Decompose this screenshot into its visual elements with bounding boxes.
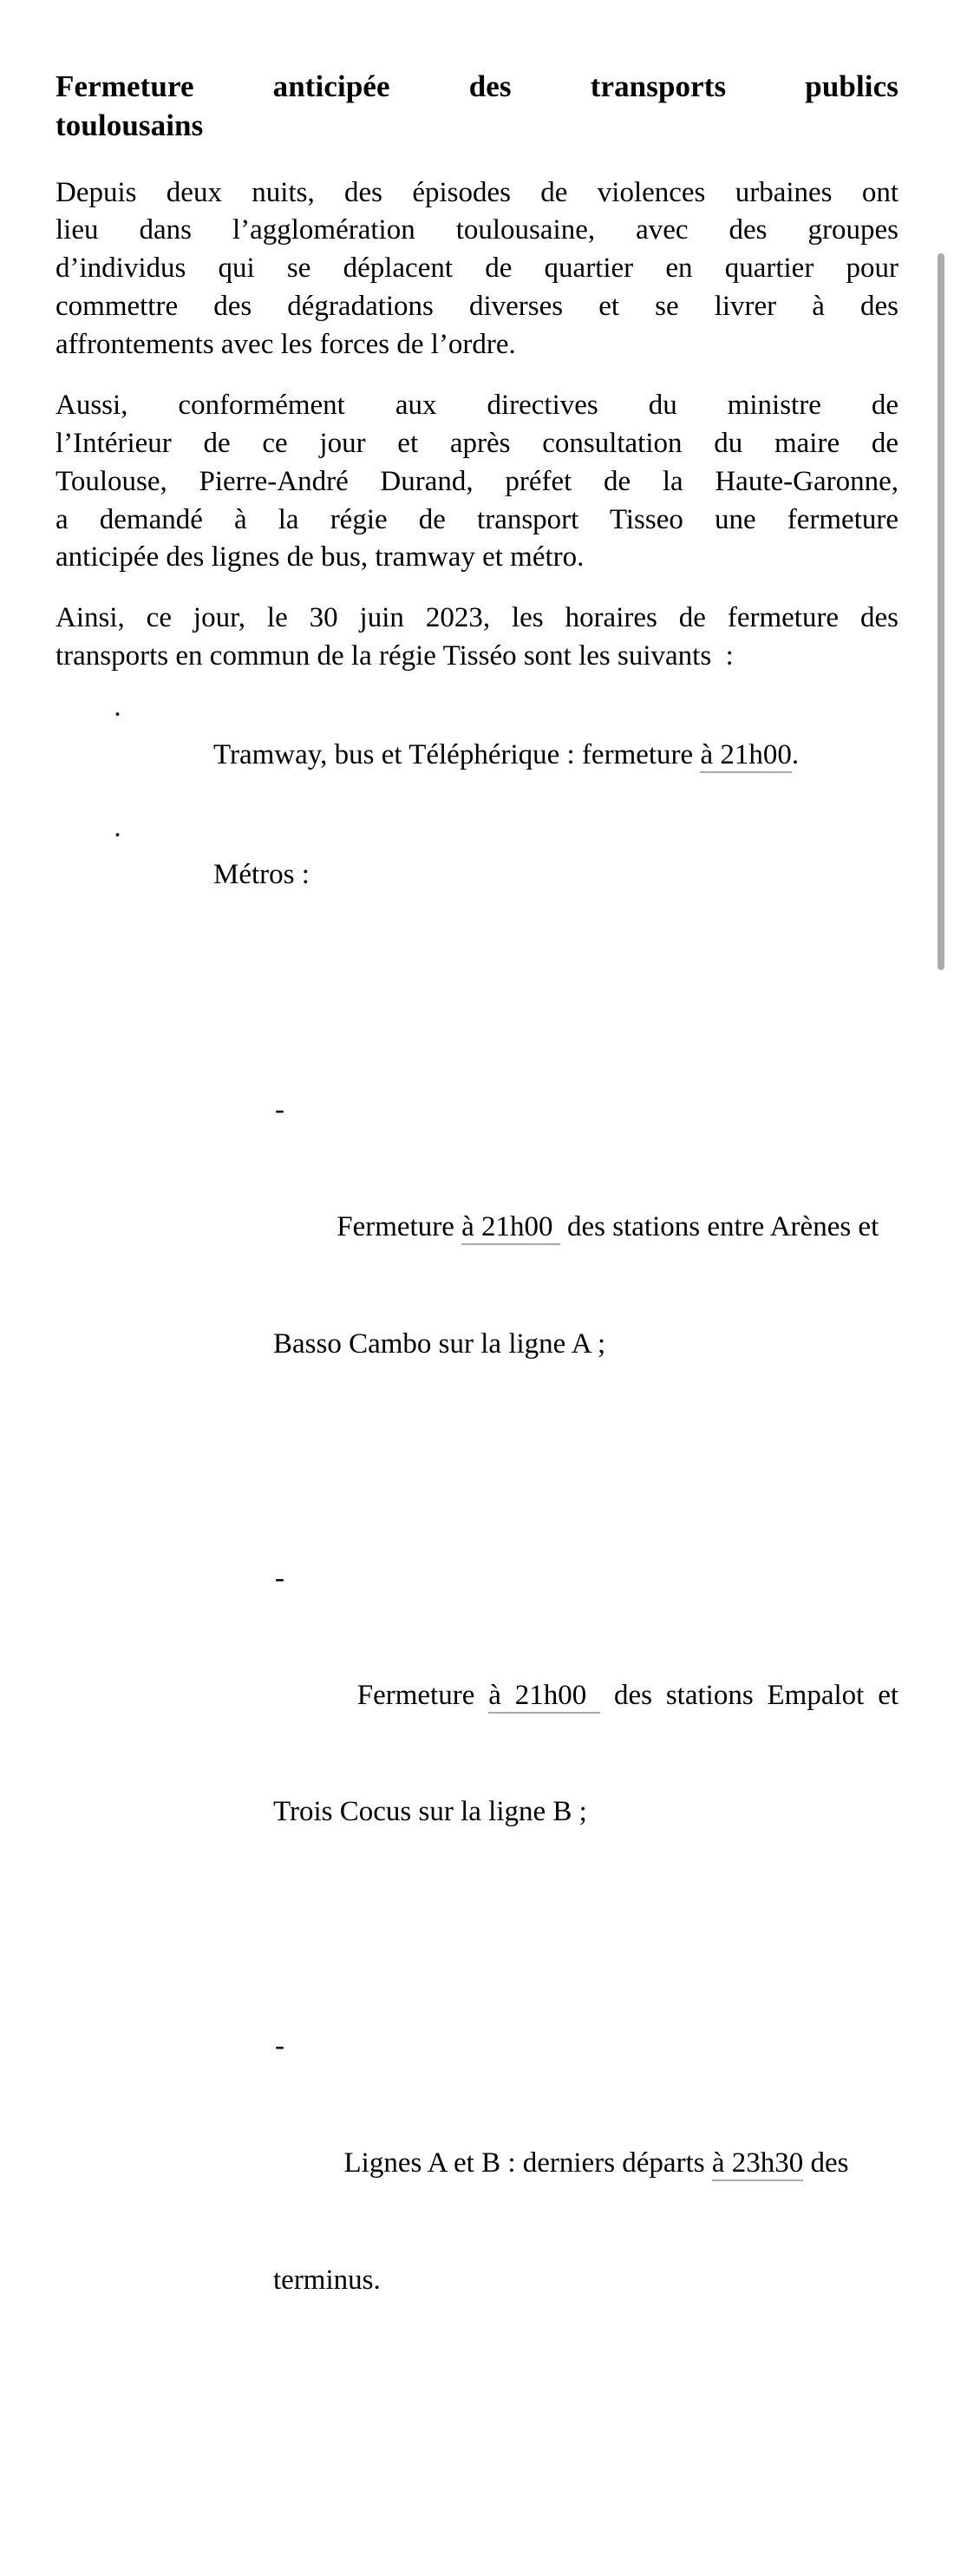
paragraph-1-line-1: Depuis deux nuits, des épisodes de violences urbaines ont	[56, 176, 898, 208]
document-title-line-2: toulousains	[56, 108, 204, 142]
sublist-item-line-2: Basso Cambo sur la ligne A ;	[273, 1327, 606, 1360]
spacer	[56, 146, 898, 174]
sublist-item-line-2: Trois Cocus sur la ligne B ;	[273, 1796, 587, 1828]
sublist-item-lignes-ab-derniers-departs	[156, 2027, 898, 2377]
spacer	[56, 577, 898, 600]
paragraph-2-line-3: Toulouse, Pierre-André Durand, préfet de la Haute-Garonne,	[56, 465, 898, 497]
sublist-text-suffix: des	[803, 2147, 849, 2179]
paragraph-2-line-4: a demandé à la régie de transport Tisseo une fermeture	[56, 503, 898, 535]
list-item-tramway-bus-telepherique	[56, 696, 898, 815]
closing-times-list	[56, 696, 898, 2574]
document-title	[56, 68, 898, 146]
vertical-scrollbar-thumb[interactable]	[938, 253, 944, 970]
dash-marker-icon: -	[275, 1094, 284, 1126]
sublist-item-line-1	[330, 1208, 898, 1247]
paragraph-2-line-5: anticipée des lignes de bus, tramway et métro.	[56, 541, 585, 574]
paragraph-2	[56, 387, 898, 577]
paragraph-1-line-4: commettre des dégradations diverses et se livrer à des	[56, 291, 898, 323]
bullet-marker-icon: ·	[113, 819, 122, 851]
paragraph-2-line-1: Aussi, conformément aux directives du ministre de	[56, 389, 898, 421]
paragraph-3-line-2: transports en commun de la régie Tisséo sont les suivants :	[56, 640, 734, 672]
paragraph-2-line-2: l’Intérieur de ce jour et après consultation du maire de	[56, 427, 898, 459]
closing-time-value: à 21h00	[461, 1211, 560, 1245]
spacer	[56, 364, 898, 387]
metro-sublist	[156, 974, 898, 2495]
sublist-item-ligne-a-fermeture	[156, 1091, 898, 1441]
list-item-text-prefix: Tramway, bus et Téléphérique : fermeture	[213, 738, 701, 770]
document-body	[56, 68, 898, 2576]
closing-time-value: à 21h00	[700, 739, 791, 773]
paragraph-1	[56, 174, 898, 364]
paragraph-3	[56, 600, 898, 676]
sublist-item-line-1	[330, 2144, 898, 2183]
sublist-item-line-1	[330, 1676, 898, 1715]
paragraph-3-line-1: Ainsi, ce jour, le 30 juin 2023, les horaires de fermeture des	[56, 602, 898, 634]
list-item-text-suffix: .	[791, 738, 800, 770]
bullet-marker-icon: ·	[113, 699, 122, 731]
sublist-item-ligne-b-fermeture	[156, 1559, 898, 1910]
document-title-line-1: Fermeture anticipée des transports publics	[56, 69, 898, 103]
sublist-item-line-2: terminus.	[273, 2264, 381, 2296]
sublist-text-prefix: Fermeture	[330, 1679, 489, 1711]
sublist-text-prefix: Lignes A et B : derniers départs	[330, 2147, 712, 2179]
sublist-text-suffix: des stations Empalot et	[600, 1679, 899, 1711]
list-item-text-prefix: Métros :	[213, 859, 310, 891]
departure-time-value: à 23h30	[712, 2147, 803, 2181]
paragraph-1-line-5: affrontements avec les forces de l’ordre.	[56, 329, 516, 361]
spacer	[56, 676, 898, 696]
dash-marker-icon: -	[275, 2030, 284, 2062]
sublist-text-prefix: Fermeture	[330, 1211, 462, 1243]
dash-marker-icon: -	[275, 1562, 284, 1594]
closing-time-value: à 21h00	[488, 1680, 600, 1714]
paragraph-1-line-2: lieu dans l’agglomération toulousaine, avec des groupes	[56, 214, 898, 246]
paragraph-1-line-3: d’individus qui se déplacent de quartier en quartier pour	[56, 252, 898, 285]
sublist-text-suffix: des stations entre Arènes et	[559, 1211, 879, 1243]
list-item-metros	[56, 816, 898, 2574]
